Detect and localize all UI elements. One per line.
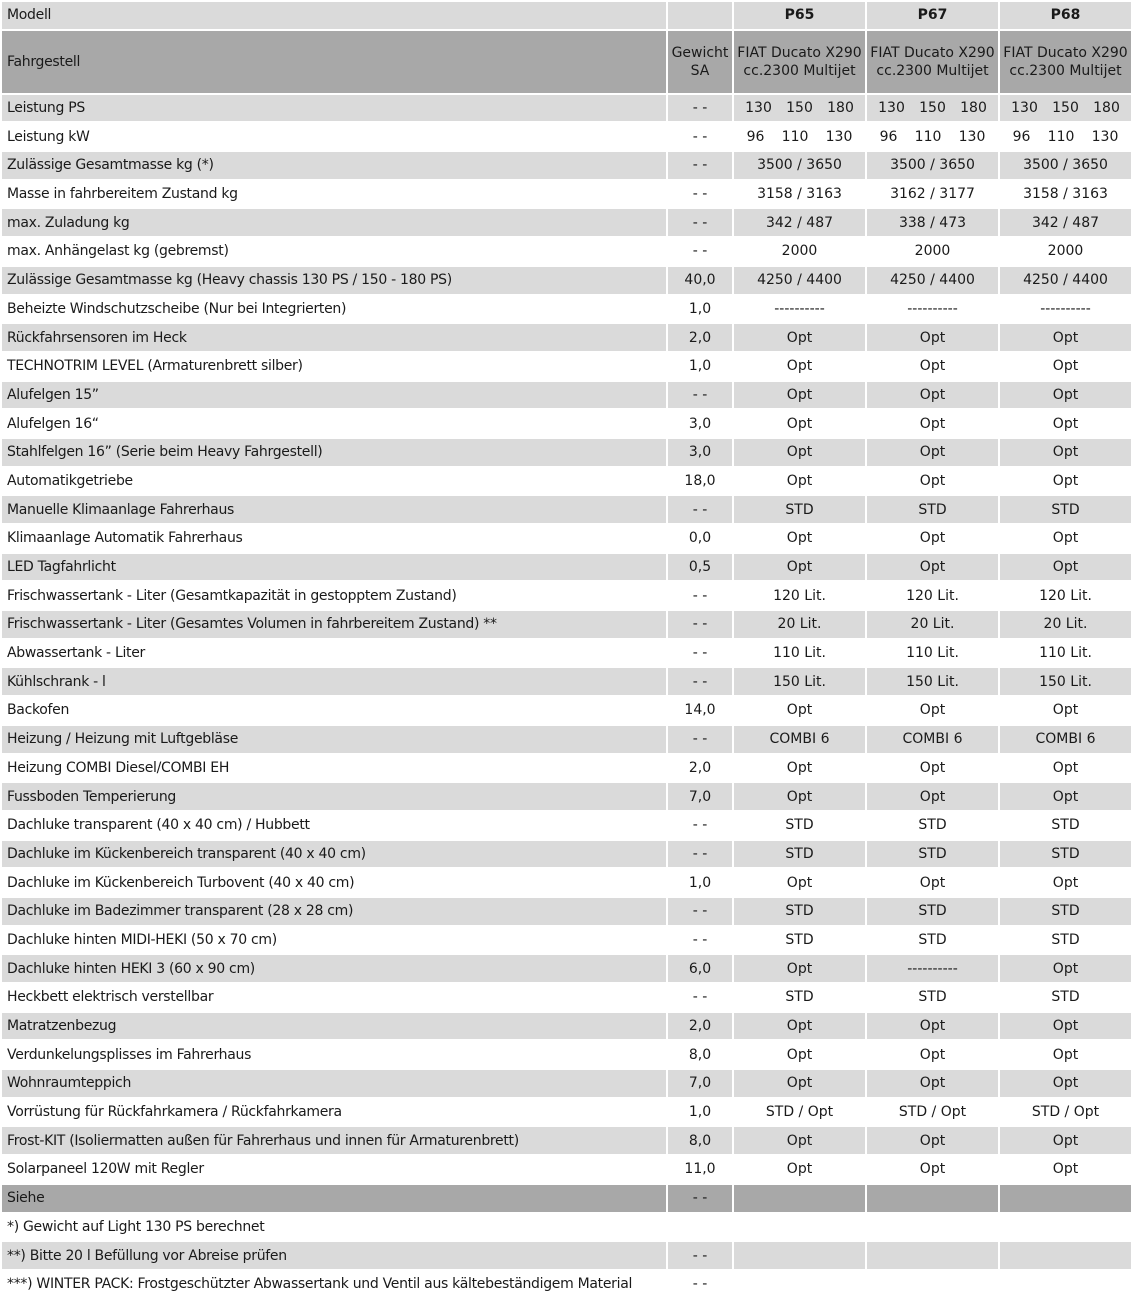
footnote-blank (867, 1214, 998, 1241)
table-row (2, 382, 1131, 409)
power-cell (1000, 123, 1131, 150)
gewicht-sa-header (668, 31, 732, 93)
power-value: 96 (746, 128, 765, 145)
power-value: 150 (1052, 100, 1079, 117)
row-weight: 2,0 (668, 1013, 732, 1040)
row-value-p65: Opt (734, 525, 865, 552)
chassis-engine: cc.2300 Multijet (1009, 62, 1122, 79)
table-row (2, 95, 1131, 122)
row-weight: 6,0 (668, 955, 732, 982)
siehe-blank (1000, 1185, 1131, 1212)
row-weight: 2,0 (668, 755, 732, 782)
row-value-p68: Opt (1000, 439, 1131, 466)
row-value-p65: Opt (734, 382, 865, 409)
table-row (2, 812, 1131, 839)
row-value-p67: ---------- (867, 296, 998, 323)
table-row (2, 726, 1131, 753)
table-row (2, 1156, 1131, 1183)
table-row (2, 755, 1131, 782)
row-value-p68: Opt (1000, 869, 1131, 896)
row-value-p67: 150 Lit. (867, 668, 998, 695)
chassis-name: FIAT Ducato X290 (1003, 44, 1128, 61)
row-value-p67: Opt (867, 439, 998, 466)
row-label: Heizung COMBI Diesel/COMBI EH (2, 755, 666, 782)
row-value-p65: Opt (734, 410, 865, 437)
row-label: Dachluke transparent (40 x 40 cm) / Hubbett (2, 812, 666, 839)
row-value-p65: Opt (734, 1156, 865, 1183)
row-weight: - - (668, 238, 732, 265)
power-values (867, 95, 998, 121)
row-value-p65: Opt (734, 869, 865, 896)
row-weight: - - (668, 582, 732, 609)
row-weight: 40,0 (668, 267, 732, 294)
row-weight: 1,0 (668, 296, 732, 323)
row-value-p65: STD (734, 984, 865, 1011)
row-value-p68: STD / Opt (1000, 1099, 1131, 1126)
row-value-p68: Opt (1000, 1041, 1131, 1068)
row-value-p68: Opt (1000, 1156, 1131, 1183)
row-weight: - - (668, 611, 732, 638)
table-row (2, 152, 1131, 179)
power-value: 180 (827, 100, 854, 117)
row-value-p65: Opt (734, 468, 865, 495)
row-value-p65: 2000 (734, 238, 865, 265)
table-row (2, 640, 1131, 667)
power-cell (867, 123, 998, 150)
row-value-p68: 3158 / 3163 (1000, 181, 1131, 208)
row-value-p67: Opt (867, 1041, 998, 1068)
siehe-blank (867, 1185, 998, 1212)
row-value-p67: Opt (867, 697, 998, 724)
row-value-p65: Opt (734, 324, 865, 351)
row-value-p68: Opt (1000, 755, 1131, 782)
row-label: Masse in fahrbereitem Zustand kg (2, 181, 666, 208)
row-label: Zulässige Gesamtmasse kg (*) (2, 152, 666, 179)
row-value-p67: 2000 (867, 238, 998, 265)
row-value-p68: STD (1000, 812, 1131, 839)
power-cell (734, 123, 865, 150)
row-label: Backofen (2, 697, 666, 724)
row-value-p67: Opt (867, 382, 998, 409)
power-values (867, 124, 998, 150)
row-weight: 18,0 (668, 468, 732, 495)
row-value-p68: Opt (1000, 468, 1131, 495)
row-value-p67: Opt (867, 755, 998, 782)
row-value-p65: Opt (734, 783, 865, 810)
table-row (2, 1099, 1131, 1126)
row-label: Frischwassertank - Liter (Gesamtes Volumen in fahrbereitem Zustand) ** (2, 611, 666, 638)
row-value-p68: STD (1000, 841, 1131, 868)
table-row (2, 123, 1131, 150)
row-label: TECHNOTRIM LEVEL (Armaturenbrett silber) (2, 353, 666, 380)
power-value: 180 (960, 100, 987, 117)
row-label: Frost-KIT (Isoliermatten außen für Fahrerhaus und innen für Armaturenbrett) (2, 1127, 666, 1154)
row-value-p65: 20 Lit. (734, 611, 865, 638)
row-value-p68: Opt (1000, 353, 1131, 380)
row-label: Dachluke im Kückenbereich Turbovent (40 x 40 cm) (2, 869, 666, 896)
footnote-weight: - - (668, 1271, 732, 1298)
footnote-weight (668, 1214, 732, 1241)
row-value-p67: 120 Lit. (867, 582, 998, 609)
row-value-p65: 150 Lit. (734, 668, 865, 695)
siehe-label: Siehe (2, 1185, 666, 1212)
row-value-p68: 150 Lit. (1000, 668, 1131, 695)
row-value-p67: STD (867, 927, 998, 954)
table-row (2, 1127, 1131, 1154)
row-weight: 11,0 (668, 1156, 732, 1183)
row-label: Klimaanlage Automatik Fahrerhaus (2, 525, 666, 552)
row-label: Stahlfelgen 16” (Serie beim Heavy Fahrgestell) (2, 439, 666, 466)
row-value-p67: Opt (867, 410, 998, 437)
row-label: Dachluke hinten MIDI-HEKI (50 x 70 cm) (2, 927, 666, 954)
row-weight: - - (668, 726, 732, 753)
table-row (2, 496, 1131, 523)
row-value-p67: STD (867, 841, 998, 868)
row-weight: - - (668, 209, 732, 236)
power-value: 110 (914, 128, 942, 145)
table-row (2, 439, 1131, 466)
row-weight: 3,0 (668, 410, 732, 437)
table-row (2, 955, 1131, 982)
power-values (734, 95, 865, 121)
table-row (2, 181, 1131, 208)
row-value-p65: Opt (734, 1013, 865, 1040)
table-row (2, 1070, 1131, 1097)
table-row (2, 468, 1131, 495)
row-value-p65: ---------- (734, 296, 865, 323)
power-cell (1000, 95, 1131, 122)
table-row (2, 611, 1131, 638)
row-weight: 2,0 (668, 324, 732, 351)
row-label: Verdunkelungsplisses im Fahrerhaus (2, 1041, 666, 1068)
gewicht-label: Gewicht (671, 44, 729, 61)
row-value-p68: STD (1000, 496, 1131, 523)
row-value-p67: Opt (867, 1070, 998, 1097)
row-value-p67: Opt (867, 1156, 998, 1183)
chassis-p68 (1000, 31, 1131, 93)
row-value-p68: STD (1000, 898, 1131, 925)
row-value-p67: Opt (867, 324, 998, 351)
modell-label: Modell (2, 2, 666, 29)
row-label: max. Zuladung kg (2, 209, 666, 236)
row-value-p68: Opt (1000, 1070, 1131, 1097)
power-value: 130 (878, 100, 905, 117)
row-label: Automatikgetriebe (2, 468, 666, 495)
row-value-p68: Opt (1000, 1013, 1131, 1040)
siehe-blank (734, 1185, 865, 1212)
row-label: Solarpaneel 120W mit Regler (2, 1156, 666, 1183)
footnote-text: **) Bitte 20 l Befüllung vor Abreise prüfen (2, 1242, 666, 1269)
row-value-p65: COMBI 6 (734, 726, 865, 753)
row-value-p67: Opt (867, 869, 998, 896)
row-label: Alufelgen 16“ (2, 410, 666, 437)
row-label: Beheizte Windschutzscheibe (Nur bei Integrierten) (2, 296, 666, 323)
row-value-p65: Opt (734, 439, 865, 466)
row-value-p68: Opt (1000, 697, 1131, 724)
power-values (734, 124, 865, 150)
row-label: Manuelle Klimaanlage Fahrerhaus (2, 496, 666, 523)
row-value-p65: Opt (734, 1127, 865, 1154)
row-weight: 7,0 (668, 1070, 732, 1097)
power-value: 130 (825, 128, 853, 145)
row-value-p67: Opt (867, 783, 998, 810)
power-value: 96 (879, 128, 898, 145)
footnote-row (2, 1242, 1131, 1269)
table-row (2, 1041, 1131, 1068)
row-value-p68: 3500 / 3650 (1000, 152, 1131, 179)
table-row (2, 582, 1131, 609)
chassis-engine: cc.2300 Multijet (876, 62, 989, 79)
model-p67: P67 (867, 2, 998, 29)
row-weight: - - (668, 812, 732, 839)
row-value-p67: STD / Opt (867, 1099, 998, 1126)
table-row (2, 869, 1131, 896)
row-weight: 0,0 (668, 525, 732, 552)
row-value-p68: 20 Lit. (1000, 611, 1131, 638)
row-label: Abwassertank - Liter (2, 640, 666, 667)
row-label: Heckbett elektrisch verstellbar (2, 984, 666, 1011)
row-value-p68: 120 Lit. (1000, 582, 1131, 609)
row-value-p67: 338 / 473 (867, 209, 998, 236)
row-value-p68: Opt (1000, 382, 1131, 409)
row-value-p68: Opt (1000, 554, 1131, 581)
power-value: 180 (1093, 100, 1120, 117)
model-p68: P68 (1000, 2, 1131, 29)
row-value-p65: Opt (734, 755, 865, 782)
row-value-p67: Opt (867, 468, 998, 495)
table-row (2, 209, 1131, 236)
power-cell (734, 95, 865, 122)
row-label: Leistung kW (2, 123, 666, 150)
row-value-p65: 3158 / 3163 (734, 181, 865, 208)
row-weight: - - (668, 668, 732, 695)
power-cell (867, 95, 998, 122)
chassis-p67 (867, 31, 998, 93)
row-value-p65: STD (734, 496, 865, 523)
table-row (2, 927, 1131, 954)
table-row (2, 697, 1131, 724)
row-label: Fussboden Temperierung (2, 783, 666, 810)
row-weight: 0,5 (668, 554, 732, 581)
row-label: max. Anhängelast kg (gebremst) (2, 238, 666, 265)
row-value-p68: Opt (1000, 955, 1131, 982)
row-label: Dachluke im Kückenbereich transparent (40 x 40 cm) (2, 841, 666, 868)
row-value-p68: Opt (1000, 410, 1131, 437)
row-label: Heizung / Heizung mit Luftgebläse (2, 726, 666, 753)
table-row (2, 1013, 1131, 1040)
power-value: 96 (1012, 128, 1031, 145)
table-row (2, 324, 1131, 351)
row-weight: - - (668, 152, 732, 179)
row-value-p67: STD (867, 812, 998, 839)
row-value-p65: 342 / 487 (734, 209, 865, 236)
power-value: 150 (786, 100, 813, 117)
row-value-p68: Opt (1000, 324, 1131, 351)
row-value-p67: STD (867, 898, 998, 925)
footnote-text: *) Gewicht auf Light 130 PS berechnet (2, 1214, 666, 1241)
footnote-row (2, 1214, 1131, 1241)
footnote-blank (867, 1242, 998, 1269)
power-value: 130 (745, 100, 772, 117)
row-weight: - - (668, 181, 732, 208)
row-value-p68: COMBI 6 (1000, 726, 1131, 753)
siehe-row (2, 1185, 1131, 1212)
power-value: 110 (781, 128, 809, 145)
row-value-p68: 342 / 487 (1000, 209, 1131, 236)
power-value: 110 (1047, 128, 1075, 145)
row-value-p65: Opt (734, 353, 865, 380)
row-value-p67: STD (867, 496, 998, 523)
row-label: Rückfahrsensoren im Heck (2, 324, 666, 351)
row-value-p65: Opt (734, 1041, 865, 1068)
row-weight: 8,0 (668, 1041, 732, 1068)
power-values (1000, 95, 1131, 121)
row-value-p68: Opt (1000, 1127, 1131, 1154)
row-label: Wohnraumteppich (2, 1070, 666, 1097)
row-value-p68: STD (1000, 984, 1131, 1011)
row-value-p68: 2000 (1000, 238, 1131, 265)
power-value: 130 (1091, 128, 1119, 145)
row-value-p68: 110 Lit. (1000, 640, 1131, 667)
row-value-p65: STD (734, 927, 865, 954)
footnote-blank (734, 1214, 865, 1241)
row-weight: - - (668, 382, 732, 409)
row-weight: - - (668, 927, 732, 954)
row-weight: - - (668, 496, 732, 523)
row-value-p67: Opt (867, 554, 998, 581)
power-values (1000, 124, 1131, 150)
row-value-p67: 20 Lit. (867, 611, 998, 638)
row-weight: - - (668, 841, 732, 868)
row-value-p65: 110 Lit. (734, 640, 865, 667)
row-weight: 7,0 (668, 783, 732, 810)
footnote-blank (867, 1271, 998, 1298)
row-value-p67: 3500 / 3650 (867, 152, 998, 179)
table-row (2, 783, 1131, 810)
row-weight: 1,0 (668, 1099, 732, 1126)
row-label: Dachluke im Badezimmer transparent (28 x 28 cm) (2, 898, 666, 925)
row-value-p68: STD (1000, 927, 1131, 954)
footnote-text: ***) WINTER PACK: Frostgeschützter Abwassertank und Ventil aus kältebeständigem Material (2, 1271, 666, 1298)
sa-label: SA (690, 62, 710, 79)
row-value-p67: 110 Lit. (867, 640, 998, 667)
chassis-name: FIAT Ducato X290 (870, 44, 995, 61)
row-label: Frischwassertank - Liter (Gesamtkapazität in gestopptem Zustand) (2, 582, 666, 609)
row-weight: - - (668, 123, 732, 150)
row-value-p67: Opt (867, 1013, 998, 1040)
table-row (2, 898, 1131, 925)
row-value-p67: Opt (867, 1127, 998, 1154)
row-value-p68: Opt (1000, 783, 1131, 810)
row-weight: - - (668, 898, 732, 925)
footnote-blank (734, 1242, 865, 1269)
chassis-p65 (734, 31, 865, 93)
row-value-p67: Opt (867, 353, 998, 380)
footnote-blank (1000, 1271, 1131, 1298)
row-weight: - - (668, 640, 732, 667)
row-weight: 1,0 (668, 353, 732, 380)
row-value-p67: ---------- (867, 955, 998, 982)
power-value: 150 (919, 100, 946, 117)
power-value: 130 (1011, 100, 1038, 117)
row-value-p65: STD (734, 812, 865, 839)
footnote-blank (1000, 1214, 1131, 1241)
chassis-name: FIAT Ducato X290 (737, 44, 862, 61)
table-row (2, 984, 1131, 1011)
fahrgestell-label: Fahrgestell (2, 31, 666, 93)
row-value-p67: 3162 / 3177 (867, 181, 998, 208)
footnote-blank (734, 1271, 865, 1298)
row-value-p65: STD (734, 898, 865, 925)
row-value-p67: Opt (867, 525, 998, 552)
row-label: Kühlschrank - l (2, 668, 666, 695)
footnote-weight: - - (668, 1242, 732, 1269)
model-p65: P65 (734, 2, 865, 29)
chassis-engine: cc.2300 Multijet (743, 62, 856, 79)
row-value-p65: Opt (734, 697, 865, 724)
row-value-p68: Opt (1000, 525, 1131, 552)
table-row (2, 525, 1131, 552)
row-value-p65: 120 Lit. (734, 582, 865, 609)
row-label: Zulässige Gesamtmasse kg (Heavy chassis 130 PS / 150 - 180 PS) (2, 267, 666, 294)
row-weight: - - (668, 95, 732, 122)
row-label: LED Tagfahrlicht (2, 554, 666, 581)
row-label: Dachluke hinten HEKI 3 (60 x 90 cm) (2, 955, 666, 982)
row-label: Matratzenbezug (2, 1013, 666, 1040)
row-value-p65: 3500 / 3650 (734, 152, 865, 179)
row-value-p65: Opt (734, 554, 865, 581)
row-value-p65: Opt (734, 1070, 865, 1097)
row-weight: - - (668, 984, 732, 1011)
row-label: Leistung PS (2, 95, 666, 122)
row-value-p65: Opt (734, 955, 865, 982)
row-value-p65: 4250 / 4400 (734, 267, 865, 294)
table-row (2, 267, 1131, 294)
header-row-fahrgestell (2, 31, 1131, 93)
row-weight: 1,0 (668, 869, 732, 896)
footnote-row (2, 1271, 1131, 1298)
table-row (2, 554, 1131, 581)
row-value-p68: 4250 / 4400 (1000, 267, 1131, 294)
table-row (2, 410, 1131, 437)
row-value-p65: STD (734, 841, 865, 868)
siehe-weight: - - (668, 1185, 732, 1212)
row-weight: 3,0 (668, 439, 732, 466)
row-weight: 14,0 (668, 697, 732, 724)
header-row-modell (2, 2, 1131, 29)
row-value-p67: STD (867, 984, 998, 1011)
table-row (2, 353, 1131, 380)
row-value-p65: STD / Opt (734, 1099, 865, 1126)
row-label: Alufelgen 15” (2, 382, 666, 409)
table-row (2, 668, 1131, 695)
table-row (2, 238, 1131, 265)
row-label: Vorrüstung für Rückfahrkamera / Rückfahrkamera (2, 1099, 666, 1126)
row-value-p67: 4250 / 4400 (867, 267, 998, 294)
row-value-p67: COMBI 6 (867, 726, 998, 753)
footnote-blank (1000, 1242, 1131, 1269)
table-row (2, 296, 1131, 323)
row-value-p68: ---------- (1000, 296, 1131, 323)
table-row (2, 841, 1131, 868)
power-value: 130 (958, 128, 986, 145)
row-weight: 8,0 (668, 1127, 732, 1154)
header-weight-blank (668, 2, 732, 29)
